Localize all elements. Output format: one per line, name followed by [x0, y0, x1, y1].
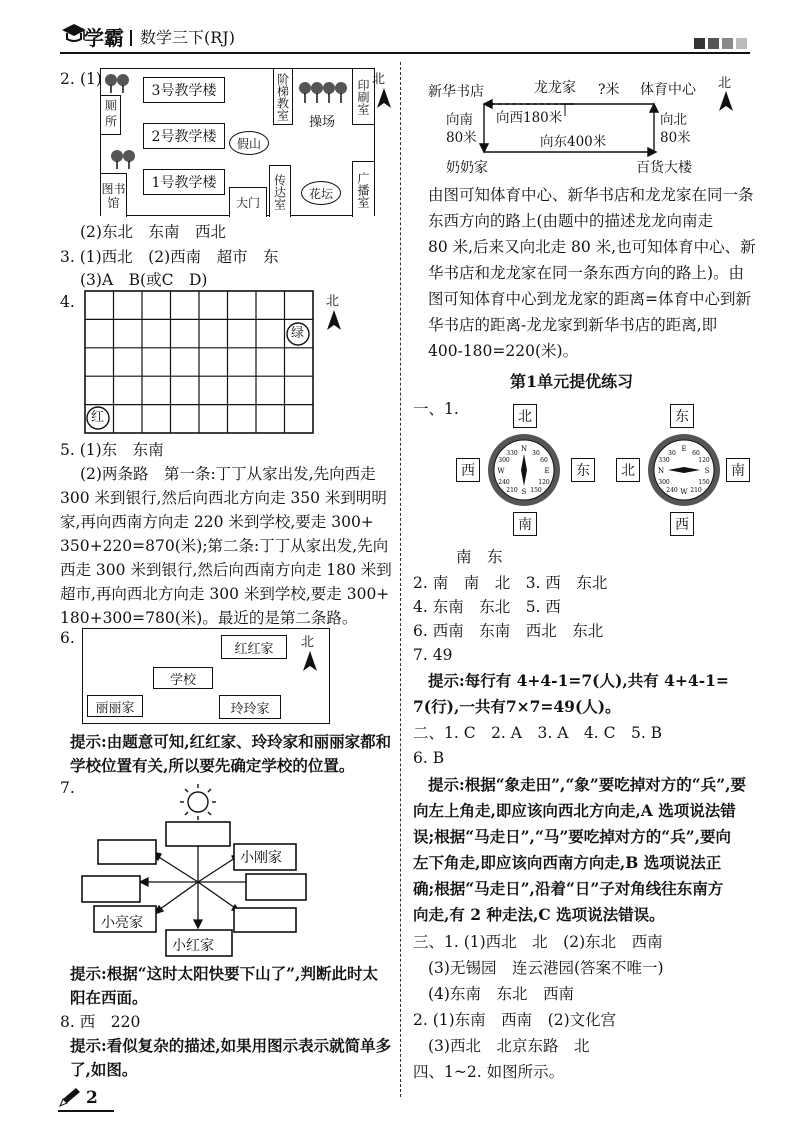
- pencil-icon: [58, 1086, 82, 1108]
- svg-text:S: S: [521, 488, 527, 496]
- part3-line-1: (3)无锡园 连云港园(答案不唯一): [428, 959, 664, 977]
- playground: 操场: [309, 115, 336, 130]
- answer-line-0: 2. 南 南 北 3. 西 东北: [413, 574, 608, 592]
- stair-room: 阶梯教室: [273, 69, 293, 125]
- building-3: 3号教学楼: [143, 77, 225, 103]
- part3-line-4: (3)西北 北京东路 北: [428, 1037, 590, 1055]
- q8-hint-1: 提示:看似复杂的描述,如果用图示表示就简单多: [70, 1036, 392, 1055]
- q5-text-6: 180+300=780(米)。最近的是第二条路。: [60, 609, 358, 627]
- explain-2: 80 米,后来又向北走 80 米,也可知体育中心、新: [428, 238, 756, 256]
- flower-bed: 花坛: [301, 181, 341, 205]
- svg-text:30: 30: [668, 450, 676, 457]
- route-north-label: 北: [718, 76, 732, 91]
- compass1-top: 北: [513, 404, 537, 428]
- svg-text:300: 300: [658, 479, 670, 486]
- print-room: 印刷室: [352, 69, 374, 125]
- p1-answer: 南 东: [456, 548, 503, 566]
- svg-text:30: 30: [532, 450, 540, 457]
- q4-green: 绿: [291, 326, 305, 341]
- route-north: 向北: [660, 112, 687, 128]
- route-diagram: [470, 96, 670, 162]
- school-map: [100, 68, 375, 216]
- tree-icon: [109, 149, 145, 169]
- hint6-3: 左下角走,即应该向西南方向走,B 选项说法正: [413, 853, 722, 872]
- reception: 传达室: [269, 165, 291, 217]
- q2-north-label: 北: [372, 72, 386, 87]
- hint7-2: 7(行),一共有7×7=49(人)。: [413, 697, 621, 716]
- column-divider: [400, 62, 401, 1097]
- hint6-2: 误;根据“马走日”,“马”要吃掉对方的“兵”,要向: [413, 827, 732, 846]
- q4-red: 红: [91, 410, 105, 425]
- compass2-bottom: 西: [670, 512, 694, 536]
- svg-text:N: N: [657, 467, 665, 475]
- svg-text:E: E: [681, 445, 687, 453]
- sun-icon: [180, 784, 216, 820]
- explain-6: 400-180=220(米)。: [428, 342, 579, 360]
- q6-map: [82, 628, 330, 724]
- svg-text:300: 300: [498, 457, 510, 464]
- p1-label: 一、1.: [413, 400, 459, 418]
- q6-hint-1: 提示:由题意可知,红红家、玲玲家和丽丽家都和: [70, 732, 392, 751]
- q2-part1: (1): [80, 70, 102, 88]
- q7-xiaoliang: 小亮家: [101, 915, 143, 931]
- building-2: 2号教学楼: [143, 123, 225, 149]
- route-east400: 向东400米: [540, 134, 607, 150]
- svg-text:240: 240: [666, 487, 678, 494]
- footer-rule: [58, 1110, 114, 1112]
- compass1-left: 西: [456, 458, 480, 482]
- brand-logo: 学霸: [84, 26, 124, 50]
- route-xinhua: 新华书店: [428, 84, 484, 100]
- toilet: 厕所: [101, 95, 121, 135]
- svg-text:240: 240: [498, 479, 510, 486]
- compass2-left: 北: [616, 458, 640, 482]
- tree-icon: [103, 73, 139, 93]
- q7-label: 7.: [60, 779, 75, 797]
- explain-5: 华书店的距离-龙龙家到新华书店的距离,即: [428, 316, 718, 334]
- answer-line-3: 7. 49: [413, 646, 453, 664]
- north-arrow-icon: [303, 651, 317, 671]
- hint7-1: 提示:每行有 4+4-1=7(人),共有 4+4-1=: [428, 671, 729, 690]
- q5-text-4: 西走 300 米到银行,然后向西南方向走 180 米到: [60, 561, 392, 579]
- q7-hint-1: 提示:根据“这时太阳快要下山了”,判断此时太: [70, 964, 378, 983]
- compass-dial-icon: [484, 432, 564, 508]
- hint6-5: 向走,有 2 种走法,C 选项说法错误。: [413, 905, 665, 924]
- q4-grid: [84, 290, 314, 434]
- explain-1: 东西方向的路上(由题中的描述龙龙向南走: [428, 212, 714, 230]
- q3-line1: 3. (1)西北 (2)西南 超市 东: [60, 248, 279, 266]
- compass1-bottom: 南: [513, 512, 537, 536]
- route-mall: 百货大楼: [636, 160, 692, 176]
- broadcast-room: 广播室: [352, 161, 374, 217]
- route-unknown: ?米: [598, 82, 620, 98]
- route-south: 向南: [446, 112, 473, 128]
- school: 学校: [153, 667, 213, 689]
- part3-line-2: (4)东南 东北 西南: [428, 985, 574, 1003]
- route-west180: 向西180米: [496, 110, 563, 126]
- svg-text:120: 120: [538, 479, 550, 486]
- q7-diagram: [70, 780, 370, 970]
- north-arrow-icon: [377, 88, 391, 108]
- q7-xiaogang: 小刚家: [240, 850, 282, 866]
- q5-text-2: 家,再向西南方向走 220 米到学校,要走 300+: [60, 513, 374, 531]
- svg-text:330: 330: [658, 457, 670, 464]
- route-longlong: 龙龙家: [534, 80, 576, 96]
- part4: 四、1~2. 如图所示。: [413, 1063, 565, 1081]
- part2-answers: 二、1. C 2. A 3. A 4. C 5. B: [413, 724, 663, 742]
- svg-text:330: 330: [506, 450, 518, 457]
- route-grandma: 奶奶家: [446, 160, 488, 176]
- svg-text:E: E: [544, 467, 550, 475]
- svg-text:N: N: [520, 445, 528, 453]
- q7-hint-2: 阳在西面。: [70, 988, 148, 1007]
- svg-text:150: 150: [530, 487, 542, 494]
- route-south-dist: 80米: [446, 130, 477, 146]
- hint6-4: 确;根据“马走日”,沿着“日”子对角线往东南方: [413, 879, 724, 898]
- q8-hint-2: 了,如图。: [70, 1060, 138, 1079]
- compass-dial-icon: [644, 432, 724, 508]
- compass2-top: 东: [670, 404, 694, 428]
- svg-text:W: W: [680, 488, 688, 496]
- svg-text:210: 210: [690, 487, 702, 494]
- route-north-dist: 80米: [660, 130, 691, 146]
- part3-line-0: 三、1. (1)西北 北 (2)东北 西南: [413, 933, 663, 951]
- q3-line2: (3)A B(或C D): [80, 271, 208, 289]
- q4-label: 4.: [60, 293, 75, 311]
- svg-text:S: S: [704, 467, 710, 475]
- q5-text-3: 350+220=870(米);第二条:丁丁从家出发,先向: [60, 537, 389, 555]
- header-divider: [130, 30, 132, 46]
- part3-line-3: 2. (1)东南 西南 (2)文化宫: [413, 1011, 617, 1029]
- page-number: 2: [86, 1088, 98, 1108]
- lili-home: 丽丽家: [87, 695, 143, 717]
- building-1: 1号教学楼: [143, 169, 225, 195]
- q2-part2: (2)东北 东南 西北: [80, 223, 226, 241]
- north-arrow-icon: [719, 91, 733, 111]
- svg-text:210: 210: [506, 487, 518, 494]
- north-arrow-icon: [327, 310, 341, 330]
- q8-line1: 8. 西 220: [60, 1013, 141, 1031]
- svg-text:120: 120: [698, 457, 710, 464]
- q5-text-0: (2)两条路 第一条:丁丁从家出发,先向西走: [80, 465, 376, 483]
- q7-xiaohong: 小红家: [172, 938, 214, 954]
- compass2-right: 南: [726, 458, 750, 482]
- explain-4: 图可知体育中心到龙龙家的距离=体育中心到新: [428, 290, 751, 308]
- q5-line1: 5. (1)东 东南: [60, 441, 164, 459]
- hint6-0: 提示:根据“象走田”,“象”要吃掉对方的“兵”,要: [428, 775, 747, 794]
- svg-text:W: W: [497, 467, 505, 475]
- lingling-home: 玲玲家: [219, 695, 281, 719]
- q6-north-label: 北: [301, 635, 315, 650]
- hint6-1: 向左上角走,即应该向西北方向走,A 选项说法错: [413, 801, 736, 820]
- library: 图书馆: [101, 173, 127, 217]
- gate: 大门: [229, 187, 267, 217]
- rockery: 假山: [229, 131, 269, 155]
- q5-text-5: 超市,再向西北方向走 300 米到学校,要走 300+: [60, 585, 390, 603]
- subject-title: 数学三下(RJ): [140, 28, 235, 47]
- page-header: [0, 0, 800, 60]
- q6-hint-2: 学校位置有关,所以要先确定学校的位置。: [70, 756, 355, 775]
- header-rule: [60, 52, 750, 54]
- svg-text:60: 60: [540, 457, 548, 464]
- explain-0: 由图可知体育中心、新华书店和龙龙家在同一条: [428, 186, 754, 204]
- compass1-right: 东: [571, 458, 595, 482]
- explain-3: 华书店和龙龙家在同一条东西方向的路上)。由: [428, 264, 745, 282]
- answer-line-2: 6. 西南 东南 西北 东北: [413, 622, 604, 640]
- q5-text-1: 300 米到银行,然后向西北方向走 350 米到明明: [60, 489, 387, 507]
- tree-icon: [297, 81, 349, 103]
- q2-label: 2.: [60, 70, 75, 88]
- q4-north-label: 北: [326, 294, 340, 309]
- route-sports: 体育中心: [640, 82, 696, 98]
- part2-q6: 6. B: [413, 749, 445, 767]
- svg-text:60: 60: [692, 450, 700, 457]
- q6-label: 6.: [60, 629, 75, 647]
- honghong-home: 红红家: [221, 635, 287, 659]
- svg-text:150: 150: [698, 479, 710, 486]
- unit-title: 第1单元提优练习: [510, 372, 634, 391]
- answer-line-1: 4. 东南 东北 5. 西: [413, 598, 561, 616]
